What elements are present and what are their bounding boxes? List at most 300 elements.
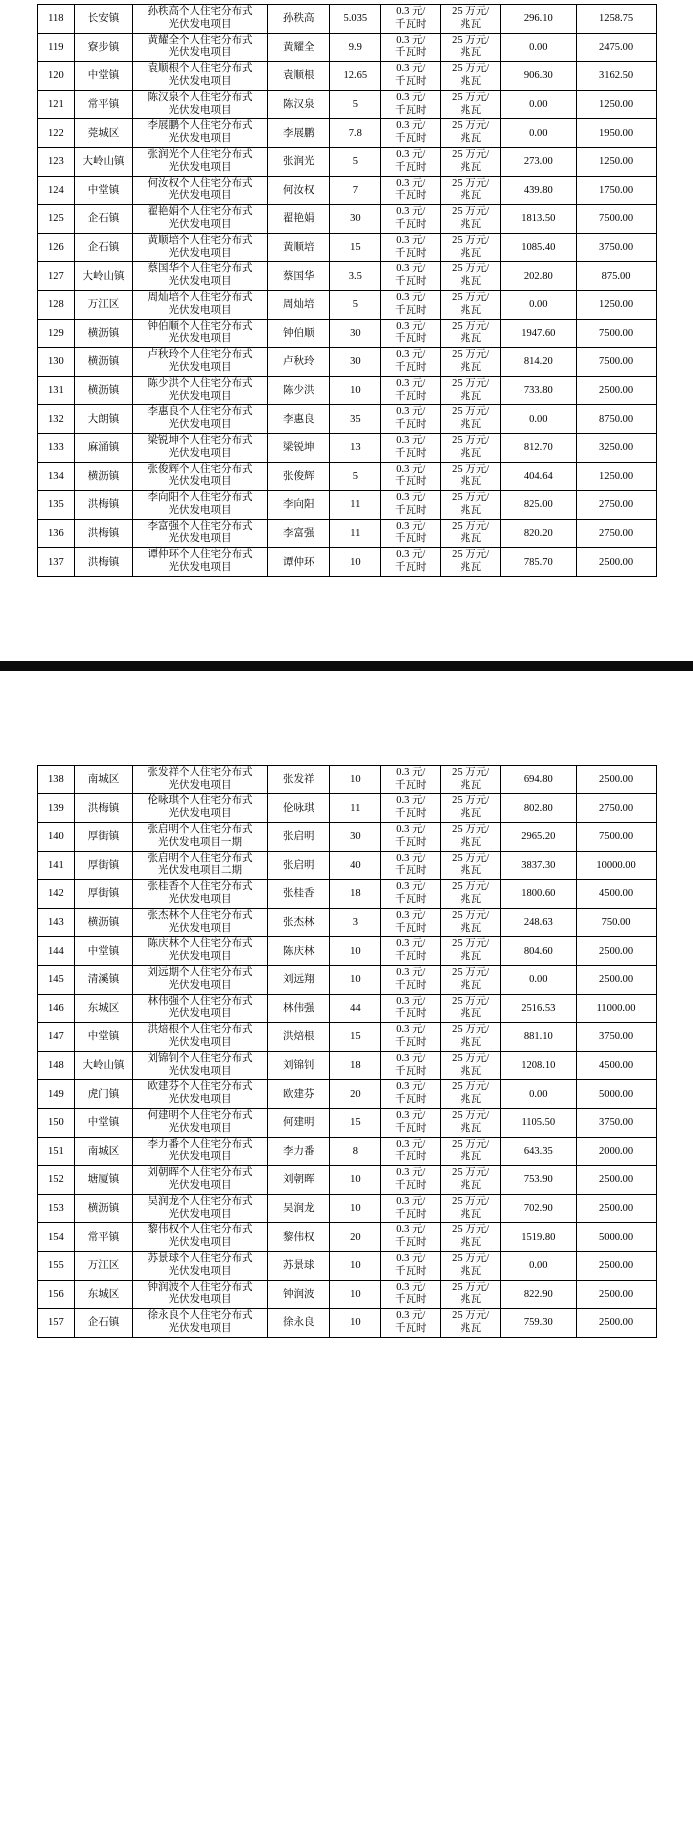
cell-price: 0.3 元/ 千瓦时 [381,823,441,852]
table-row [37,1194,656,1223]
cell-owner: 黄顺培 [268,233,330,262]
cell-capacity: 10 [330,765,381,794]
cell-cap-limit: 25 万元/ 兆瓦 [441,937,501,966]
cell-cap-limit: 25 万元/ 兆瓦 [441,1137,501,1166]
cell-town: 东城区 [75,994,133,1023]
cell-project: 陈汉泉个人住宅分布式 光伏发电项目 [132,90,267,119]
cell-capacity: 30 [330,205,381,234]
cell-owner: 洪焙根 [268,1023,330,1052]
cell-owner: 谭仲环 [268,548,330,577]
cell-project: 张润光个人住宅分布式 光伏发电项目 [132,147,267,176]
cell-price: 0.3 元/ 千瓦时 [381,1280,441,1309]
cell-total: 1250.00 [576,462,656,491]
cell-capacity: 10 [330,1309,381,1338]
cell-project: 李展鹏个人住宅分布式 光伏发电项目 [132,119,267,148]
cell-total: 7500.00 [576,205,656,234]
cell-cap-limit: 25 万元/ 兆瓦 [441,1166,501,1195]
cell-project: 吴润龙个人住宅分布式 光伏发电项目 [132,1194,267,1223]
cell-amount: 1208.10 [501,1051,576,1080]
cell-town: 虎门镇 [75,1080,133,1109]
cell-amount: 0.00 [501,1080,576,1109]
cell-project: 张俊辉个人住宅分布式 光伏发电项目 [132,462,267,491]
cell-cap-limit: 25 万元/ 兆瓦 [441,794,501,823]
cell-town: 大朗镇 [75,405,133,434]
cell-index: 150 [37,1109,75,1138]
table-row [37,319,656,348]
page-bottom-gap [0,577,693,661]
cell-index: 129 [37,319,75,348]
cell-cap-limit: 25 万元/ 兆瓦 [441,62,501,91]
cell-town: 企石镇 [75,205,133,234]
cell-index: 131 [37,376,75,405]
cell-owner: 张启明 [268,823,330,852]
cell-town: 清溪镇 [75,966,133,995]
cell-project: 张杰林个人住宅分布式 光伏发电项目 [132,908,267,937]
cell-amount: 0.00 [501,90,576,119]
cell-cap-limit: 25 万元/ 兆瓦 [441,823,501,852]
cell-amount: 785.70 [501,548,576,577]
cell-total: 2500.00 [576,966,656,995]
cell-amount: 296.10 [501,5,576,34]
cell-project: 张发祥个人住宅分布式 光伏发电项目 [132,765,267,794]
subsidy-table-part-1 [37,4,657,577]
cell-capacity: 10 [330,1166,381,1195]
page-separator [0,661,693,671]
cell-price: 0.3 元/ 千瓦时 [381,966,441,995]
cell-cap-limit: 25 万元/ 兆瓦 [441,176,501,205]
cell-project: 张启明个人住宅分布式 光伏发电项目二期 [132,851,267,880]
cell-town: 企石镇 [75,1309,133,1338]
cell-price: 0.3 元/ 千瓦时 [381,994,441,1023]
cell-amount: 702.90 [501,1194,576,1223]
cell-total: 875.00 [576,262,656,291]
cell-cap-limit: 25 万元/ 兆瓦 [441,1023,501,1052]
cell-price: 0.3 元/ 千瓦时 [381,90,441,119]
cell-town: 厚街镇 [75,851,133,880]
cell-town: 南城区 [75,765,133,794]
cell-cap-limit: 25 万元/ 兆瓦 [441,262,501,291]
cell-cap-limit: 25 万元/ 兆瓦 [441,548,501,577]
cell-cap-limit: 25 万元/ 兆瓦 [441,1280,501,1309]
cell-price: 0.3 元/ 千瓦时 [381,348,441,377]
cell-index: 130 [37,348,75,377]
table-row [37,491,656,520]
cell-cap-limit: 25 万元/ 兆瓦 [441,405,501,434]
subsidy-table-1 [37,4,657,577]
cell-total: 1950.00 [576,119,656,148]
cell-total: 2500.00 [576,548,656,577]
cell-price: 0.3 元/ 千瓦时 [381,1137,441,1166]
cell-project: 苏景球个人住宅分布式 光伏发电项目 [132,1251,267,1280]
cell-capacity: 30 [330,348,381,377]
table-row [37,348,656,377]
cell-capacity: 9.9 [330,33,381,62]
cell-owner: 李惠良 [268,405,330,434]
cell-amount: 202.80 [501,262,576,291]
cell-project: 钟伯顺个人住宅分布式 光伏发电项目 [132,319,267,348]
cell-town: 横沥镇 [75,462,133,491]
cell-owner: 何建明 [268,1109,330,1138]
cell-index: 135 [37,491,75,520]
cell-capacity: 10 [330,548,381,577]
table-row [37,937,656,966]
cell-project: 谭仲环个人住宅分布式 光伏发电项目 [132,548,267,577]
cell-capacity: 10 [330,937,381,966]
cell-town: 企石镇 [75,233,133,262]
cell-index: 125 [37,205,75,234]
table-row [37,5,656,34]
cell-owner: 黎伟权 [268,1223,330,1252]
cell-town: 大岭山镇 [75,262,133,291]
cell-amount: 759.30 [501,1309,576,1338]
cell-amount: 1519.80 [501,1223,576,1252]
cell-price: 0.3 元/ 千瓦时 [381,405,441,434]
cell-town: 中堂镇 [75,1109,133,1138]
cell-cap-limit: 25 万元/ 兆瓦 [441,519,501,548]
cell-price: 0.3 元/ 千瓦时 [381,880,441,909]
cell-project: 袁顺根个人住宅分布式 光伏发电项目 [132,62,267,91]
cell-total: 7500.00 [576,348,656,377]
table-row [37,1309,656,1338]
cell-cap-limit: 25 万元/ 兆瓦 [441,462,501,491]
table-row [37,233,656,262]
cell-cap-limit: 25 万元/ 兆瓦 [441,966,501,995]
cell-total: 4500.00 [576,1051,656,1080]
cell-town: 横沥镇 [75,376,133,405]
table-row [37,908,656,937]
cell-capacity: 11 [330,491,381,520]
cell-owner: 李展鹏 [268,119,330,148]
cell-owner: 李富强 [268,519,330,548]
cell-index: 142 [37,880,75,909]
cell-price: 0.3 元/ 千瓦时 [381,1251,441,1280]
cell-price: 0.3 元/ 千瓦时 [381,1194,441,1223]
cell-index: 140 [37,823,75,852]
cell-cap-limit: 25 万元/ 兆瓦 [441,348,501,377]
cell-town: 厚街镇 [75,880,133,909]
table-row [37,462,656,491]
cell-price: 0.3 元/ 千瓦时 [381,1166,441,1195]
cell-cap-limit: 25 万元/ 兆瓦 [441,33,501,62]
cell-project: 何建明个人住宅分布式 光伏发电项目 [132,1109,267,1138]
cell-capacity: 35 [330,405,381,434]
cell-index: 141 [37,851,75,880]
cell-capacity: 44 [330,994,381,1023]
table-row [37,548,656,577]
cell-project: 黄耀全个人住宅分布式 光伏发电项目 [132,33,267,62]
cell-total: 2750.00 [576,519,656,548]
cell-cap-limit: 25 万元/ 兆瓦 [441,1080,501,1109]
cell-project: 李富强个人住宅分布式 光伏发电项目 [132,519,267,548]
cell-amount: 906.30 [501,62,576,91]
cell-total: 2500.00 [576,1309,656,1338]
cell-owner: 欧建芬 [268,1080,330,1109]
cell-total: 2500.00 [576,1166,656,1195]
cell-project: 张桂香个人住宅分布式 光伏发电项目 [132,880,267,909]
cell-project: 黎伟权个人住宅分布式 光伏发电项目 [132,1223,267,1252]
cell-cap-limit: 25 万元/ 兆瓦 [441,880,501,909]
cell-owner: 张俊辉 [268,462,330,491]
cell-price: 0.3 元/ 千瓦时 [381,433,441,462]
cell-project: 黄顺培个人住宅分布式 光伏发电项目 [132,233,267,262]
cell-project: 李力番个人住宅分布式 光伏发电项目 [132,1137,267,1166]
cell-amount: 0.00 [501,1251,576,1280]
cell-total: 3750.00 [576,233,656,262]
cell-cap-limit: 25 万元/ 兆瓦 [441,233,501,262]
cell-town: 洪梅镇 [75,794,133,823]
cell-capacity: 5 [330,462,381,491]
cell-owner: 张发祥 [268,765,330,794]
cell-owner: 陈少洪 [268,376,330,405]
cell-capacity: 18 [330,880,381,909]
cell-total: 2500.00 [576,937,656,966]
cell-price: 0.3 元/ 千瓦时 [381,462,441,491]
cell-town: 东城区 [75,1280,133,1309]
cell-index: 137 [37,548,75,577]
cell-owner: 蔡国华 [268,262,330,291]
cell-price: 0.3 元/ 千瓦时 [381,290,441,319]
cell-project: 林伟强个人住宅分布式 光伏发电项目 [132,994,267,1023]
cell-town: 大岭山镇 [75,1051,133,1080]
cell-town: 横沥镇 [75,348,133,377]
cell-cap-limit: 25 万元/ 兆瓦 [441,205,501,234]
cell-total: 2500.00 [576,376,656,405]
cell-total: 7500.00 [576,823,656,852]
cell-total: 1250.00 [576,290,656,319]
cell-total: 3750.00 [576,1109,656,1138]
cell-town: 中堂镇 [75,1023,133,1052]
cell-town: 常平镇 [75,90,133,119]
cell-capacity: 11 [330,519,381,548]
cell-owner: 李力番 [268,1137,330,1166]
cell-owner: 何汝权 [268,176,330,205]
cell-index: 126 [37,233,75,262]
cell-owner: 周灿培 [268,290,330,319]
cell-town: 横沥镇 [75,1194,133,1223]
cell-owner: 张桂香 [268,880,330,909]
cell-price: 0.3 元/ 千瓦时 [381,1223,441,1252]
table-row [37,765,656,794]
cell-index: 146 [37,994,75,1023]
cell-index: 128 [37,290,75,319]
cell-project: 刘朝晖个人住宅分布式 光伏发电项目 [132,1166,267,1195]
cell-total: 2500.00 [576,765,656,794]
cell-index: 139 [37,794,75,823]
cell-owner: 钟润波 [268,1280,330,1309]
cell-owner: 梁锐坤 [268,433,330,462]
cell-price: 0.3 元/ 千瓦时 [381,205,441,234]
cell-owner: 张启明 [268,851,330,880]
cell-total: 2750.00 [576,491,656,520]
cell-price: 0.3 元/ 千瓦时 [381,62,441,91]
cell-project: 孙秩高个人住宅分布式 光伏发电项目 [132,5,267,34]
cell-cap-limit: 25 万元/ 兆瓦 [441,1109,501,1138]
cell-price: 0.3 元/ 千瓦时 [381,794,441,823]
cell-amount: 1800.60 [501,880,576,909]
cell-cap-limit: 25 万元/ 兆瓦 [441,147,501,176]
cell-project: 李向阳个人住宅分布式 光伏发电项目 [132,491,267,520]
cell-price: 0.3 元/ 千瓦时 [381,1023,441,1052]
table-row [37,1023,656,1052]
cell-project: 翟艳娟个人住宅分布式 光伏发电项目 [132,205,267,234]
table-row [37,205,656,234]
cell-town: 麻涌镇 [75,433,133,462]
cell-index: 133 [37,433,75,462]
cell-price: 0.3 元/ 千瓦时 [381,233,441,262]
cell-total: 5000.00 [576,1080,656,1109]
cell-capacity: 7.8 [330,119,381,148]
cell-total: 2000.00 [576,1137,656,1166]
cell-project: 伦咏琪个人住宅分布式 光伏发电项目 [132,794,267,823]
cell-project: 何汝权个人住宅分布式 光伏发电项目 [132,176,267,205]
cell-capacity: 12.65 [330,62,381,91]
cell-town: 横沥镇 [75,319,133,348]
cell-project: 李惠良个人住宅分布式 光伏发电项目 [132,405,267,434]
cell-index: 152 [37,1166,75,1195]
cell-index: 136 [37,519,75,548]
cell-town: 常平镇 [75,1223,133,1252]
subsidy-table-2 [37,765,657,1338]
table-row [37,176,656,205]
cell-owner: 李向阳 [268,491,330,520]
cell-project: 张启明个人住宅分布式 光伏发电项目一期 [132,823,267,852]
cell-amount: 0.00 [501,405,576,434]
cell-total: 2475.00 [576,33,656,62]
cell-index: 118 [37,5,75,34]
cell-cap-limit: 25 万元/ 兆瓦 [441,491,501,520]
cell-amount: 3837.30 [501,851,576,880]
cell-town: 洪梅镇 [75,548,133,577]
cell-project: 刘远期个人住宅分布式 光伏发电项目 [132,966,267,995]
cell-town: 中堂镇 [75,62,133,91]
table-row [37,1080,656,1109]
cell-capacity: 10 [330,1251,381,1280]
cell-index: 132 [37,405,75,434]
table-row [37,1280,656,1309]
cell-index: 147 [37,1023,75,1052]
cell-project: 周灿培个人住宅分布式 光伏发电项目 [132,290,267,319]
cell-price: 0.3 元/ 千瓦时 [381,765,441,794]
cell-town: 南城区 [75,1137,133,1166]
cell-total: 11000.00 [576,994,656,1023]
cell-cap-limit: 25 万元/ 兆瓦 [441,290,501,319]
cell-total: 3162.50 [576,62,656,91]
cell-price: 0.3 元/ 千瓦时 [381,1109,441,1138]
cell-capacity: 18 [330,1051,381,1080]
cell-cap-limit: 25 万元/ 兆瓦 [441,1194,501,1223]
cell-capacity: 8 [330,1137,381,1166]
cell-owner: 陈汉泉 [268,90,330,119]
cell-project: 欧建芬个人住宅分布式 光伏发电项目 [132,1080,267,1109]
cell-index: 119 [37,33,75,62]
cell-amount: 753.90 [501,1166,576,1195]
cell-cap-limit: 25 万元/ 兆瓦 [441,433,501,462]
table-row [37,290,656,319]
cell-total: 750.00 [576,908,656,937]
cell-total: 1250.00 [576,147,656,176]
cell-town: 中堂镇 [75,176,133,205]
cell-owner: 钟伯顺 [268,319,330,348]
cell-capacity: 13 [330,433,381,462]
cell-index: 157 [37,1309,75,1338]
cell-index: 153 [37,1194,75,1223]
cell-amount: 1085.40 [501,233,576,262]
cell-total: 2500.00 [576,1194,656,1223]
cell-owner: 吴润龙 [268,1194,330,1223]
cell-owner: 黄耀全 [268,33,330,62]
cell-project: 陈少洪个人住宅分布式 光伏发电项目 [132,376,267,405]
table-row [37,1251,656,1280]
table-row [37,519,656,548]
table-row [37,405,656,434]
cell-price: 0.3 元/ 千瓦时 [381,376,441,405]
cell-town: 长安镇 [75,5,133,34]
cell-owner: 卢秋玲 [268,348,330,377]
cell-amount: 0.00 [501,33,576,62]
cell-total: 1258.75 [576,5,656,34]
cell-town: 寮步镇 [75,33,133,62]
cell-capacity: 10 [330,1194,381,1223]
subsidy-table-part-2 [37,765,657,1338]
cell-index: 154 [37,1223,75,1252]
cell-capacity: 20 [330,1080,381,1109]
cell-amount: 404.64 [501,462,576,491]
cell-total: 2750.00 [576,794,656,823]
cell-total: 2500.00 [576,1280,656,1309]
cell-amount: 1947.60 [501,319,576,348]
cell-cap-limit: 25 万元/ 兆瓦 [441,994,501,1023]
cell-index: 122 [37,119,75,148]
cell-price: 0.3 元/ 千瓦时 [381,5,441,34]
cell-town: 莞城区 [75,119,133,148]
table-row [37,262,656,291]
cell-index: 124 [37,176,75,205]
page-top-gap [0,671,693,765]
cell-amount: 825.00 [501,491,576,520]
cell-amount: 812.70 [501,433,576,462]
cell-amount: 0.00 [501,966,576,995]
cell-cap-limit: 25 万元/ 兆瓦 [441,90,501,119]
cell-index: 143 [37,908,75,937]
cell-project: 梁锐坤个人住宅分布式 光伏发电项目 [132,433,267,462]
cell-amount: 2965.20 [501,823,576,852]
cell-amount: 733.80 [501,376,576,405]
cell-town: 万江区 [75,290,133,319]
cell-amount: 820.20 [501,519,576,548]
cell-amount: 1813.50 [501,205,576,234]
cell-capacity: 7 [330,176,381,205]
cell-price: 0.3 元/ 千瓦时 [381,147,441,176]
cell-cap-limit: 25 万元/ 兆瓦 [441,5,501,34]
cell-capacity: 3 [330,908,381,937]
cell-total: 1250.00 [576,90,656,119]
cell-index: 155 [37,1251,75,1280]
cell-project: 陈庆林个人住宅分布式 光伏发电项目 [132,937,267,966]
cell-capacity: 30 [330,319,381,348]
cell-index: 148 [37,1051,75,1080]
cell-index: 134 [37,462,75,491]
table-row [37,823,656,852]
cell-town: 塘厦镇 [75,1166,133,1195]
cell-owner: 翟艳娟 [268,205,330,234]
cell-town: 厚街镇 [75,823,133,852]
table-row [37,90,656,119]
cell-price: 0.3 元/ 千瓦时 [381,937,441,966]
table-row [37,33,656,62]
cell-cap-limit: 25 万元/ 兆瓦 [441,319,501,348]
cell-capacity: 40 [330,851,381,880]
cell-index: 156 [37,1280,75,1309]
